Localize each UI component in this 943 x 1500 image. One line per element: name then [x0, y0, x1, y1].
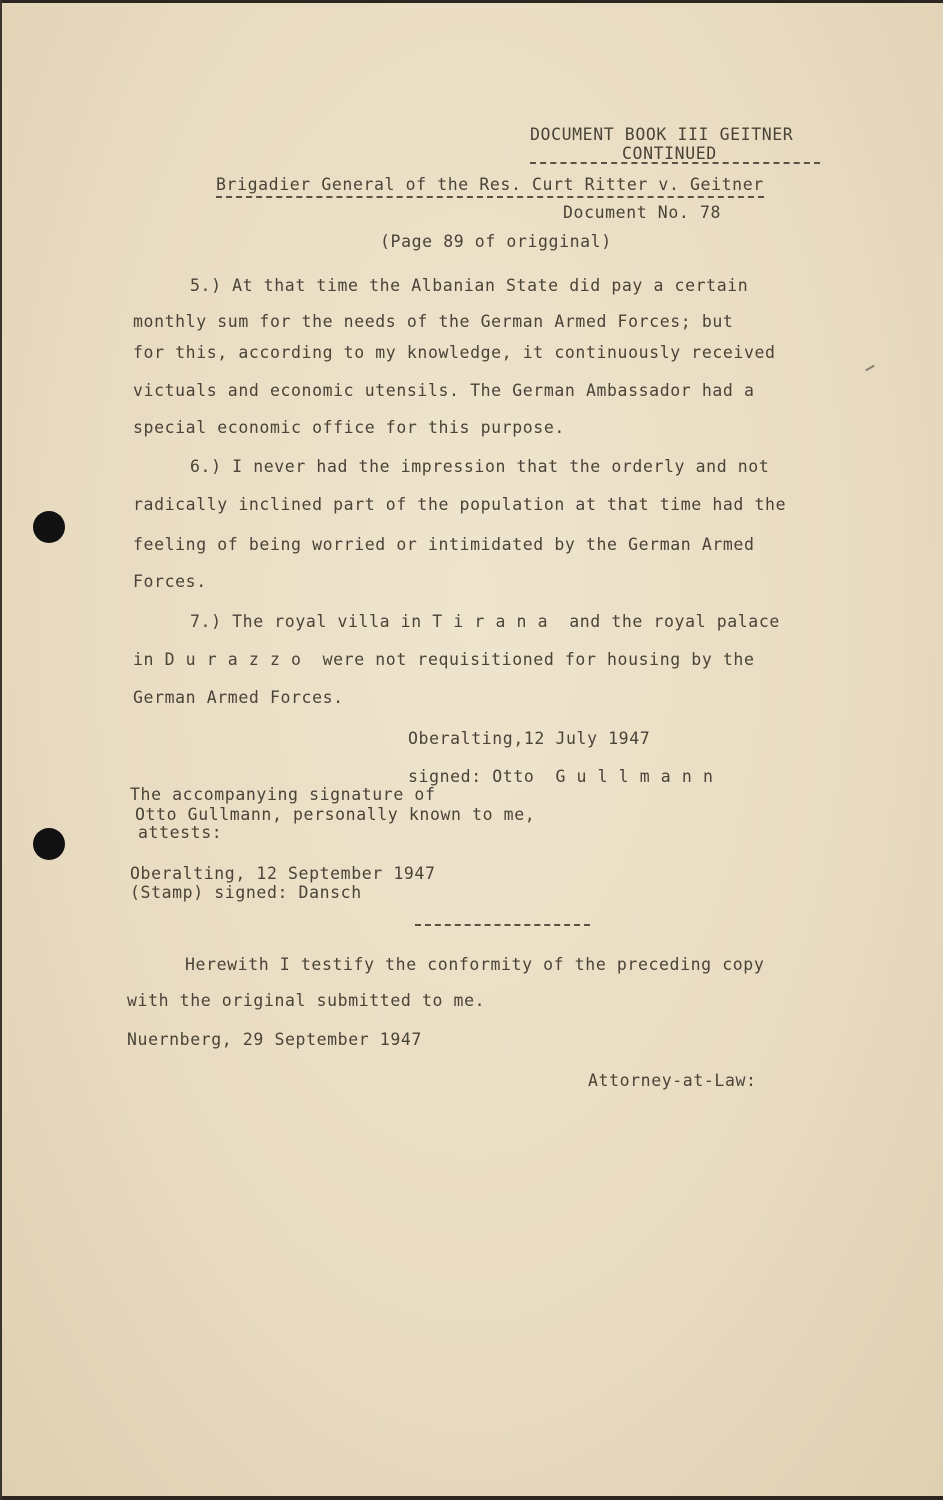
document-number: Document No. 78: [563, 203, 722, 222]
attorney-signature-line: Attorney-at-Law:: [588, 1071, 757, 1090]
paragraph-7-line-1: 7.) The royal villa in T i r a n a and the royal palace: [190, 612, 780, 631]
signature-signed: signed: Otto G u l l m a n n: [408, 767, 714, 786]
signature-place-date: Oberalting,12 July 1947: [408, 729, 651, 748]
paragraph-6-line-4: Forces.: [133, 572, 207, 591]
punch-hole-lower: [33, 828, 65, 860]
paragraph-5-line-4: victuals and economic utensils. The German Ambassador had a: [133, 381, 755, 400]
paragraph-7-line-3: German Armed Forces.: [133, 688, 344, 707]
page-reference: (Page 89 of origginal): [380, 232, 612, 251]
paragraph-6-line-2: radically inclined part of the population at that time had the: [133, 495, 787, 514]
attestation-place-date: Oberalting, 12 September 1947: [130, 864, 436, 883]
attestation-line-3: attests:: [138, 823, 223, 842]
attestation-line-2: Otto Gullmann, personally known to me,: [135, 805, 536, 824]
page-edge-bottom: [0, 1496, 943, 1500]
paragraph-5-line-2: monthly sum for the needs of the German Armed Forces; but: [133, 312, 734, 331]
punch-hole-upper: [33, 511, 65, 543]
paragraph-6-line-3: feeling of being worried or intimidated by the German Armed: [133, 535, 755, 554]
paragraph-5-line-1: 5.) At that time the Albanian State did pay a certain: [190, 276, 749, 295]
document-book-heading: DOCUMENT BOOK III GEITNER: [530, 125, 794, 144]
continued-label: CONTINUED: [622, 144, 717, 163]
pencil-mark: [865, 365, 875, 372]
page-edge-left: [0, 0, 2, 1500]
paragraph-5-line-5: special economic office for this purpose.: [133, 418, 565, 437]
attestation-stamp: (Stamp) signed: Dansch: [130, 883, 362, 902]
certification-line-1: Herewith I testify the conformity of the preceding copy: [185, 955, 765, 974]
certification-place-date: Nuernberg, 29 September 1947: [127, 1030, 422, 1049]
page-edge-top: [0, 0, 943, 3]
paragraph-6-line-1: 6.) I never had the impression that the orderly and not: [190, 457, 770, 476]
defendant-name: Brigadier General of the Res. Curt Ritter v. Geitner: [216, 175, 764, 198]
attestation-line-1: The accompanying signature of: [130, 785, 436, 804]
continued-dashed-rule: [530, 162, 820, 164]
separator-dashed-rule: [415, 924, 590, 926]
paragraph-5-line-3: for this, according to my knowledge, it continuously received: [133, 343, 776, 362]
certification-line-2: with the original submitted to me.: [127, 991, 486, 1010]
paragraph-7-line-2: in D u r a z z o were not requisitioned for housing by the: [133, 650, 755, 669]
